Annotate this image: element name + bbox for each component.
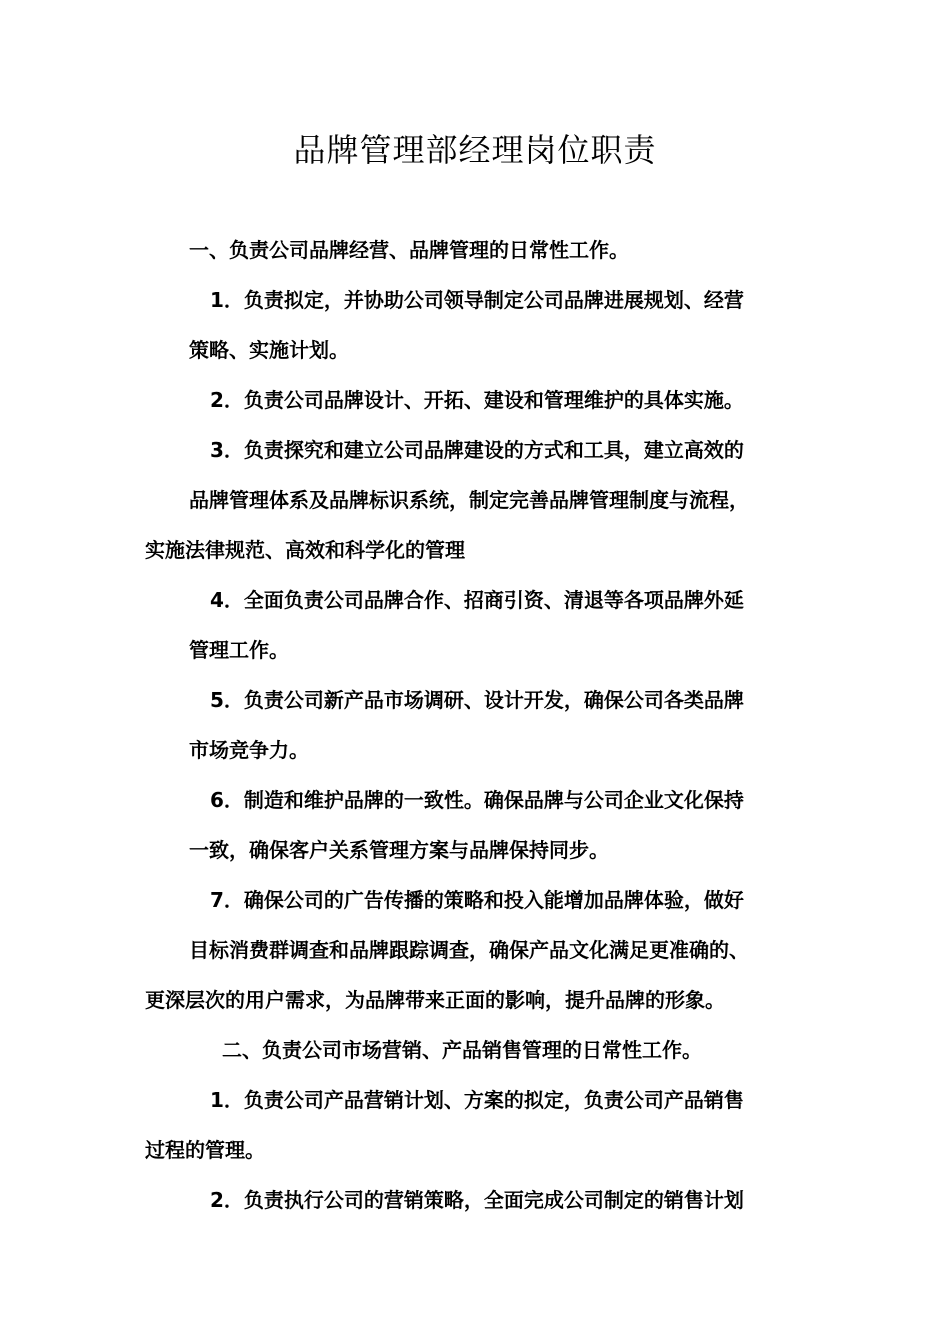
paragraph-line: 品牌管理体系及品牌标识系统，制定完善品牌管理制度与流程， — [189, 488, 749, 512]
paragraph-line: 4．全面负责公司品牌合作、招商引资、清退等各项品牌外延 — [210, 588, 744, 612]
section-heading-2: 二、负责公司市场营销、产品销售管理的日常性工作。 — [222, 1038, 702, 1062]
paragraph-line: 5．负责公司新产品市场调研、设计开发，确保公司各类品牌 — [210, 688, 744, 712]
document-title: 品牌管理部经理岗位职责 — [293, 131, 657, 169]
paragraph-line: 2．负责公司品牌设计、开拓、建设和管理维护的具体实施。 — [210, 388, 744, 412]
paragraph-line: 策略、实施计划。 — [189, 338, 349, 362]
paragraph-line: 目标消费群调查和品牌跟踪调查，确保产品文化满足更准确的、 — [189, 938, 749, 962]
paragraph-line: 更深层次的用户需求，为品牌带来正面的影响，提升品牌的形象。 — [145, 988, 725, 1012]
paragraph-line: 过程的管理。 — [145, 1138, 265, 1162]
section-heading-1: 一、负责公司品牌经营、品牌管理的日常性工作。 — [189, 238, 629, 262]
paragraph-line: 2．负责执行公司的营销策略，全面完成公司制定的销售计划 — [210, 1188, 744, 1212]
paragraph-line: 管理工作。 — [189, 638, 289, 662]
paragraph-line: 1．负责拟定，并协助公司领导制定公司品牌进展规划、经营 — [210, 288, 744, 312]
paragraph-line: 实施法律规范、高效和科学化的管理 — [145, 538, 465, 562]
paragraph-line: 一致，确保客户关系管理方案与品牌保持同步。 — [189, 838, 609, 862]
paragraph-line: 6．制造和维护品牌的一致性。确保品牌与公司企业文化保持 — [210, 788, 744, 812]
paragraph-line: 1．负责公司产品营销计划、方案的拟定，负责公司产品销售 — [210, 1088, 744, 1112]
paragraph-line: 3．负责探究和建立公司品牌建设的方式和工具，建立高效的 — [210, 438, 744, 462]
paragraph-line: 市场竞争力。 — [189, 738, 309, 762]
paragraph-line: 7．确保公司的广告传播的策略和投入能增加品牌体验，做好 — [210, 888, 744, 912]
